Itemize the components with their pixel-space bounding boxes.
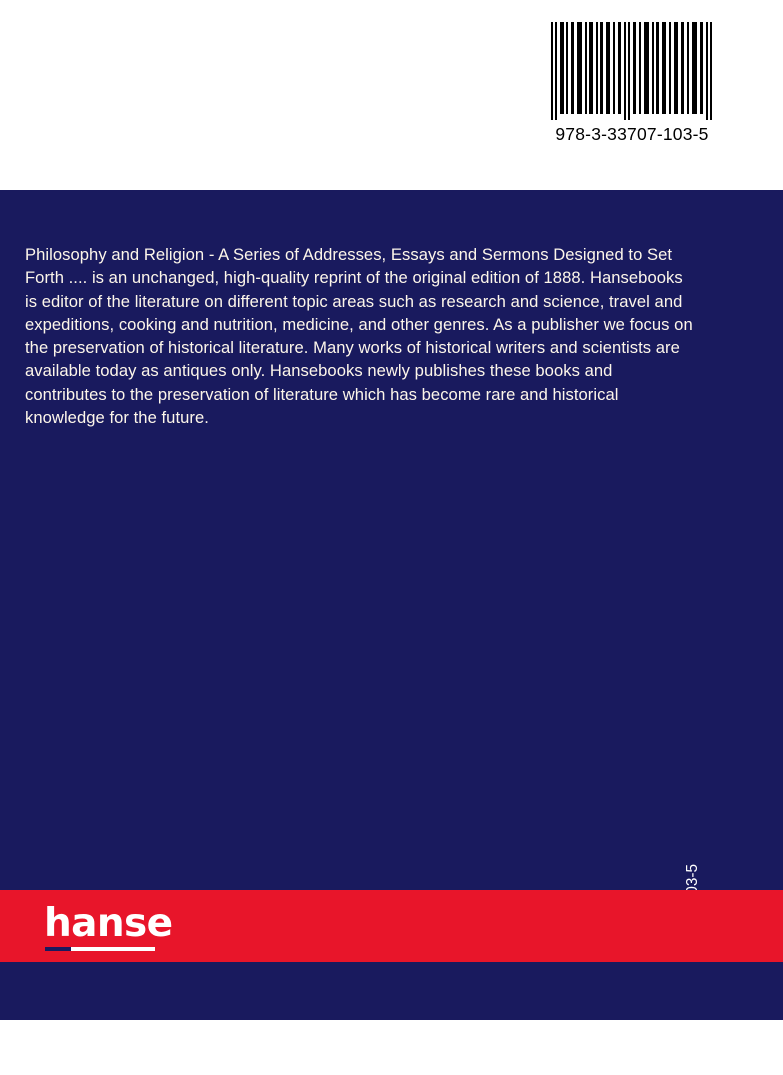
ean-13-barcode-icon	[549, 22, 715, 120]
back-cover-blurb: Philosophy and Religion - A Series of Addresses, Essays and Sermons Designed to Set Forth .... is an unchanged, high-quality reprint of the original edition of 1888. Hansebooks is editor of the literature on different topic areas such as research and science, travel and expeditions, cooking and nutrition, medicine, and other genres. As a publisher we focus on the preservation of historical literature. Many works of historical writers and scientists are available today as antiques only. Hansebooks newly publishes these books and contributes to the preservation of literature which has become rare and historical knowledge for the future.	[25, 245, 693, 428]
publisher-logo-band	[0, 890, 783, 962]
barcode-band	[0, 0, 783, 190]
bottom-navy-strip	[0, 962, 783, 1020]
hanse-logo: hanse	[44, 901, 173, 946]
logo-underline-decoration	[45, 947, 155, 951]
barcode-block	[549, 22, 715, 144]
barcode-number: 978-3-33707-103-5	[555, 124, 709, 144]
navy-description-panel	[0, 190, 783, 890]
